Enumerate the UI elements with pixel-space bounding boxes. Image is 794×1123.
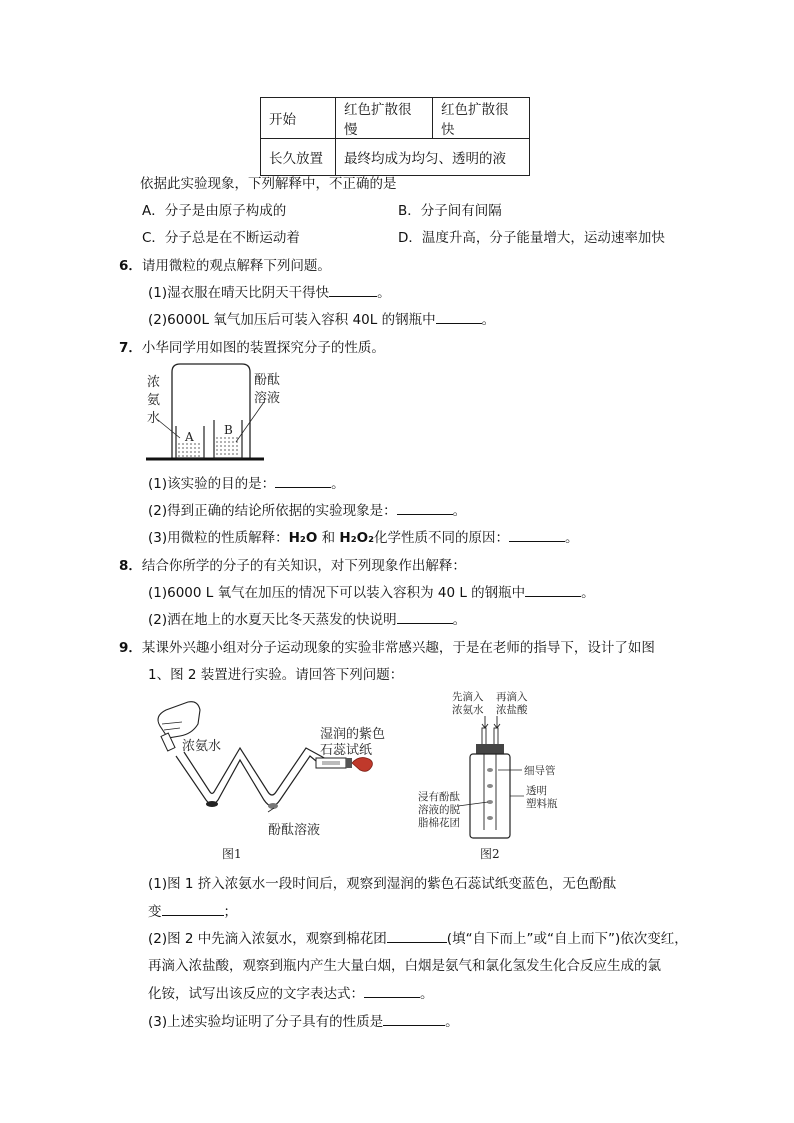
figure-2-caption: 图2 [480, 847, 500, 861]
q5-stem: 依据此实验现象，下列解释中，不正确的是 [140, 176, 397, 192]
q7-sub2 [148, 499, 466, 519]
beaker-a-label: A [185, 430, 194, 444]
formula-h2o: H₂O [288, 530, 318, 546]
sub-question-text: (2)6000L 氧气加压后可装入容积 40L 的钢瓶中 [148, 312, 436, 328]
drop-ammonia-label-2: 浓氨水 [452, 704, 484, 716]
punct: 。 [565, 530, 579, 546]
figure-1-caption: 图1 [222, 847, 242, 861]
punct: 。 [452, 612, 467, 628]
punct: 。 [420, 986, 434, 1002]
sub-question-text: (1)该实验的目的是： [148, 476, 276, 492]
question-9-stem-line2: 1、图 2 装置进行实验。请回答下列问题： [148, 667, 404, 683]
tube-label: 细导管 [524, 765, 556, 777]
q6-sub1 [148, 281, 391, 301]
question-6 [119, 254, 331, 274]
answer-blank[interactable] [509, 527, 565, 542]
question-8 [119, 554, 466, 574]
q9-sub3 [148, 1010, 459, 1030]
punct: 。 [331, 476, 345, 492]
punct: 。 [445, 1014, 459, 1030]
litmus-label-1: 湿润的紫色 [320, 727, 386, 742]
sub-question-text: (2)洒在地上的水夏天比冬天蒸发的快说明 [148, 612, 397, 628]
cotton-label-1: 浸有酚酞 [418, 791, 460, 803]
question-7 [119, 336, 385, 356]
ammonia-label: 浓氨水 [182, 739, 222, 754]
sub-question-text: (2)图 2 中先滴入浓氨水，观察到棉花团 [148, 931, 387, 947]
q7-apparatus-figure [140, 358, 300, 468]
drop-hcl-label-1: 再滴入 [496, 691, 528, 703]
answer-blank[interactable] [162, 901, 224, 916]
formula-h2o2: H₂O₂ [339, 530, 375, 546]
q7-sub1 [148, 472, 345, 492]
ammonia-label-3: 水 [147, 411, 161, 426]
phenolphthalein-label-1: 酚酞 [254, 373, 281, 388]
answer-blank[interactable] [387, 928, 447, 943]
sub-question-text: (1)湿衣服在晴天比阴天干得快 [148, 285, 330, 301]
bottle-cap [476, 744, 504, 754]
q9-sub1-line2 [148, 900, 237, 920]
q5-option-d: D．温度升高，分子能量增大，运动速率加快 [398, 230, 665, 246]
answer-blank[interactable] [525, 582, 581, 597]
q7-sub3 [148, 526, 579, 546]
punct: 。 [377, 285, 391, 301]
arrow-down-icon [494, 716, 500, 728]
figure-2 [418, 688, 558, 863]
ammonia-label-1: 浓 [147, 375, 161, 390]
table-row [261, 139, 530, 176]
tube-liquid-left [206, 801, 218, 807]
arrow-down-icon [482, 716, 488, 728]
answer-blank[interactable] [383, 1011, 445, 1026]
bottle-label-1: 透明 [526, 785, 547, 797]
sub-question-text: (2)得到正确的结论所依据的实验现象是： [148, 503, 397, 519]
punct: 。 [452, 503, 467, 519]
w-tube-inner [184, 748, 328, 795]
punct: 。 [581, 585, 595, 601]
table-cell: 红色扩散很慢 [336, 98, 433, 139]
q9-sub1-line1: (1)图 1 挤入浓氨水一段时间后，观察到湿润的紫色石蕊试纸变蓝色，无色酚酞 [148, 876, 617, 892]
sub-question-text: (3)上述实验均证明了分子具有的性质是 [148, 1014, 384, 1030]
sub-question-text: (填“自下而上”或“自上而下”)依次变红， [446, 931, 688, 947]
answer-blank[interactable] [397, 500, 453, 515]
question-number: 8． [119, 558, 142, 574]
phenolphthalein-label-2: 溶液 [254, 391, 281, 406]
question-stem: 小华同学用如图的装置探究分子的性质。 [141, 340, 385, 356]
q5-option-b: B．分子间有间隔 [398, 203, 502, 219]
sub-question-text: 变 [148, 904, 162, 920]
q8-sub1 [148, 581, 595, 601]
sub-question-text: 化学性质不同的原因： [374, 530, 510, 546]
figure-1 [140, 688, 400, 863]
stopper [346, 758, 352, 768]
question-stem: 某课外兴趣小组对分子运动现象的实验非常感兴趣，于是在老师的指导下，设计了如图 [141, 640, 655, 656]
drop-ammonia-label-1: 先滴入 [452, 691, 484, 703]
drop-hcl-label-2: 浓盐酸 [496, 704, 528, 716]
ammonia-label-2: 氨 [147, 393, 161, 408]
conjunction: 和 [317, 530, 340, 546]
rubber-bulb-icon [352, 758, 372, 772]
litmus-label-2: 石蕊试纸 [320, 743, 373, 758]
table-row [261, 98, 530, 139]
plastic-bottle [470, 754, 510, 838]
beaker-b-label: B [224, 423, 233, 437]
punct: 。 [481, 312, 496, 328]
answer-blank[interactable] [275, 473, 331, 488]
table-cell: 开始 [261, 98, 336, 139]
punct: ； [223, 904, 237, 920]
beaker-b-liquid [216, 438, 240, 454]
leader-line [158, 420, 180, 438]
question-stem: 请用微粒的观点解释下列问题。 [141, 258, 331, 274]
table-cell: 最终均成为均匀、透明的液 [336, 139, 530, 176]
answer-blank[interactable] [329, 282, 377, 297]
question-number: 9． [119, 640, 142, 656]
w-tube-outer [176, 756, 322, 806]
sub-question-text: 化铵，试写出该反应的文字表达式： [148, 986, 364, 1002]
question-number: 7． [119, 340, 142, 356]
q5-option-a: A．分子是由原子构成的 [142, 203, 287, 219]
q9-sub2-line1 [148, 927, 688, 947]
question-stem: 结合你所学的分子的有关知识，对下列现象作出解释： [141, 558, 466, 574]
sub-question-text: (1)6000 L 氧气在加压的情况下可以装入容积为 40 L 的钢瓶中 [148, 585, 526, 601]
q8-sub2 [148, 608, 466, 628]
question-number: 6． [119, 258, 142, 274]
phenolphthalein-label: 酚酞溶液 [268, 823, 321, 838]
answer-blank[interactable] [364, 983, 420, 998]
table-cell: 红色扩散很快 [433, 98, 530, 139]
observation-table [260, 97, 530, 176]
sub-question-text: (3)用微粒的性质解释： [148, 530, 289, 546]
beaker-a-liquid [178, 444, 202, 456]
cotton-label-3: 脂棉花团 [418, 817, 460, 829]
tube-liquid-right [268, 803, 278, 809]
q5-option-c: C．分子总是在不断运动着 [142, 230, 300, 246]
question-9 [119, 636, 655, 656]
bottle-label-2: 塑料瓶 [526, 798, 558, 810]
table-cell: 长久放置 [261, 139, 336, 176]
litmus-paper [322, 761, 340, 765]
cotton-label-2: 溶液的脱 [418, 804, 460, 816]
hand-icon [158, 702, 200, 738]
q6-sub2 [148, 308, 495, 328]
answer-blank[interactable] [436, 309, 482, 324]
q9-sub2-line3 [148, 982, 434, 1002]
q9-sub2-line2: 再滴入浓盐酸，观察到瓶内产生大量白烟，白烟是氨气和氯化氢发生化合反应生成的氯 [148, 958, 661, 974]
answer-blank[interactable] [397, 609, 453, 624]
